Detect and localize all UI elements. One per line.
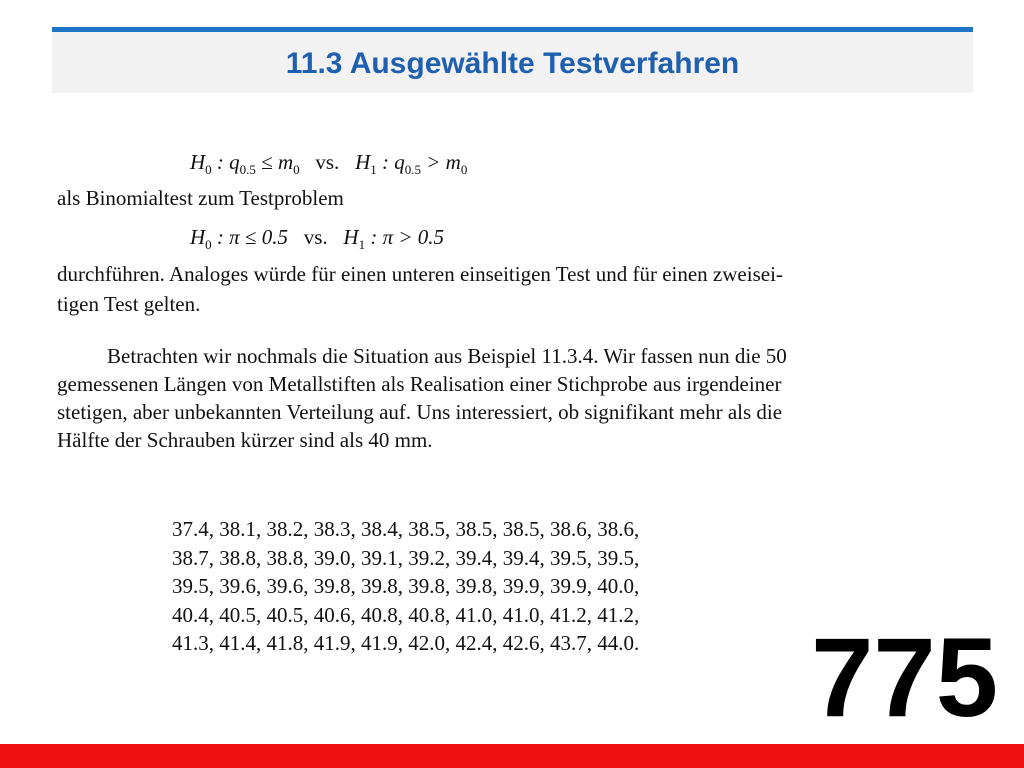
- data-row: 39.5, 39.6, 39.6, 39.8, 39.8, 39.8, 39.8, 39.9, 39.9, 40.0,: [172, 574, 640, 598]
- data-row: 37.4, 38.1, 38.2, 38.3, 38.4, 38.5, 38.5, 38.5, 38.6, 38.6,: [172, 517, 640, 541]
- h0-symbol: H: [190, 150, 206, 174]
- hypothesis-formula-quantile: [190, 150, 467, 178]
- data-row: 41.3, 41.4, 41.8, 41.9, 41.9, 42.0, 42.4, 42.6, 43.7, 44.0.: [172, 631, 640, 655]
- text-tigen-test: tigen Test gelten.: [57, 292, 201, 316]
- text-durchfuehren: durchführen. Analoges würde für einen unteren einseitigen Test und für einen zweisei-: [57, 262, 783, 286]
- h0-condition: ≤ m: [261, 150, 294, 174]
- paragraph-line: stetigen, aber unbekannten Verteilung auf. Uns interessiert, ob signifikant mehr als die: [57, 400, 783, 424]
- h0-quantile: : q: [216, 150, 240, 174]
- paragraph-line: gemessenen Längen von Metallstiften als Realisation einer Stichprobe aus irgendeiner: [57, 372, 782, 396]
- h0-subscript: 0: [205, 237, 212, 253]
- hypothesis-formula-pi: [190, 225, 444, 253]
- paragraph-line: Hälfte der Schrauben kürzer sind als 40 mm.: [57, 428, 433, 452]
- h0-condition: : π ≤ 0.5: [216, 225, 288, 249]
- h1-symbol: H: [343, 225, 359, 249]
- page-number: 775: [811, 615, 998, 740]
- h1-condition: > m: [426, 150, 461, 174]
- slide-title: 11.3 Ausgewählte Testverfahren: [285, 47, 740, 80]
- h1-symbol: H: [355, 150, 371, 174]
- vs-text: vs.: [315, 150, 340, 174]
- paragraph-betrachten: [57, 342, 978, 454]
- paragraph-line: Betrachten wir nochmals die Situation aus Beispiel 11.3.4. Wir fassen nun die 50: [107, 344, 787, 368]
- data-row: 38.7, 38.8, 38.8, 39.0, 39.1, 39.2, 39.4, 39.4, 39.5, 39.5,: [172, 545, 640, 570]
- h0-quantile-subscript: 0.5: [239, 162, 256, 178]
- measurement-data: [172, 515, 639, 658]
- h1-m-subscript: 0: [460, 162, 468, 178]
- data-row: 40.4, 40.5, 40.5, 40.6, 40.8, 40.8, 41.0, 41.0, 41.2, 41.2,: [172, 602, 640, 627]
- h0-subscript: 0: [205, 162, 212, 178]
- h1-subscript: 1: [358, 237, 366, 253]
- h1-quantile: : q: [381, 150, 405, 174]
- slide-header: [52, 27, 973, 93]
- h1-subscript: 1: [370, 162, 377, 178]
- text-binomialtest: als Binomialtest zum Testproblem: [57, 186, 344, 210]
- vs-text: vs.: [303, 225, 328, 249]
- h1-quantile-subscript: 0.5: [404, 162, 421, 178]
- h0-symbol: H: [190, 225, 206, 249]
- h0-m-subscript: 0: [293, 162, 300, 178]
- h1-condition: : π > 0.5: [370, 225, 445, 249]
- footer-bar: [0, 744, 1024, 768]
